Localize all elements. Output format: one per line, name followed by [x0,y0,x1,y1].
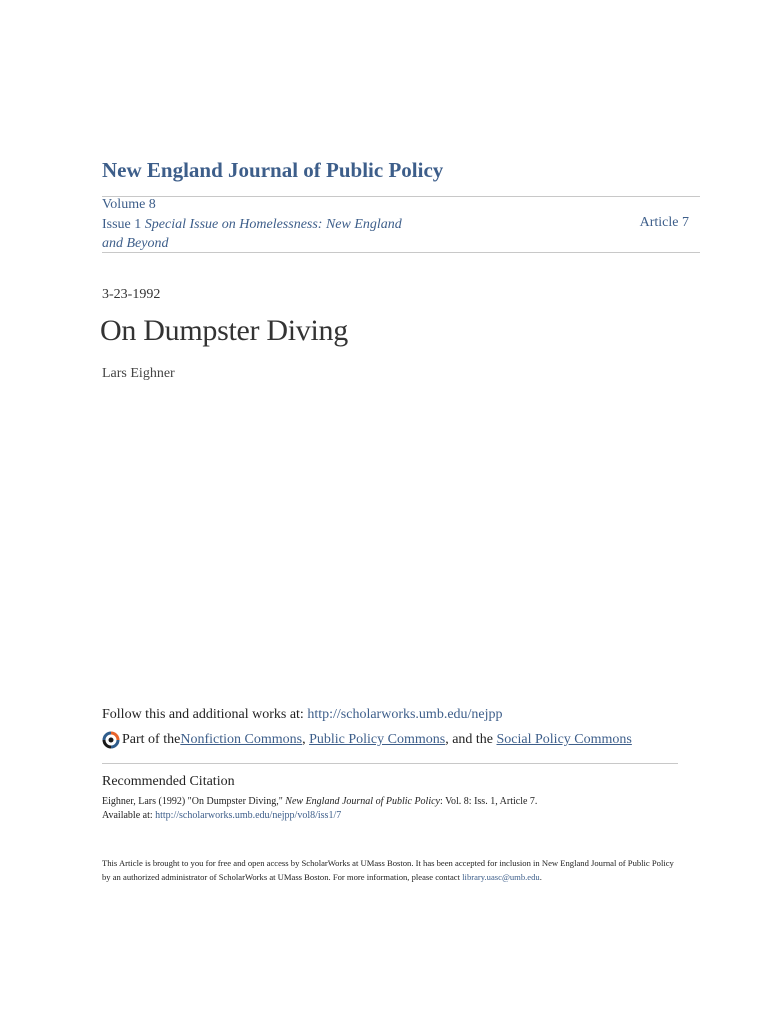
citation-text [102,796,537,807]
contact-email-link[interactable]: library.uasc@umb.edu [462,872,540,882]
follow-prefix: Follow this and additional works at: [102,707,308,722]
recommended-citation-heading: Recommended Citation [102,774,235,789]
issue-number: Issue 1 [102,217,142,232]
follow-line [102,707,503,723]
part-of-prefix: Part of the [122,732,181,747]
part-of-sep1: , [302,732,310,747]
available-prefix: Available at: [102,810,156,821]
available-url-link[interactable]: http://scholarworks.umb.edu/nejpp/vol8/iss1/7 [155,810,342,821]
article-number: Article 7 [639,215,689,230]
access-notice-text: This Article is brought to you for free and open access by ScholarWorks at UMass Boston. It has been accepted for inclusion in New England Journal of Public Policy by an authorized administrator of ScholarWorks at UMass Boston. For more information, please contact [102,858,674,882]
social-policy-commons-link[interactable]: Social Policy Commons [496,732,632,747]
public-policy-commons-link[interactable]: Public Policy Commons [309,732,446,747]
paper-title: On Dumpster Diving [100,314,348,347]
citation-divider [102,763,678,764]
journal-title-link[interactable]: New England Journal of Public Policy [102,158,444,182]
publication-date: 3-23-1992 [102,287,161,302]
citation-start: Eighner, Lars (1992) "On Dumpster Diving," [102,796,286,807]
header-divider-bottom [102,252,700,253]
part-of-line [102,731,632,749]
volume-link[interactable]: Volume 8 [102,197,156,212]
network-icon [102,731,120,749]
follow-url-link[interactable]: http://scholarworks.umb.edu/nejpp [307,707,503,722]
issue-name: Special Issue on Homelessness: New England and Beyond [102,217,402,251]
access-notice [102,856,682,884]
issue-link[interactable] [102,215,402,253]
access-notice-end: . [539,872,542,882]
available-at-line [102,810,341,821]
author-name: Lars Eighner [102,366,175,381]
nonfiction-commons-link[interactable]: Nonfiction Commons [180,732,303,747]
citation-journal: New England Journal of Public Policy [285,796,440,807]
header-divider-top [102,196,700,197]
part-of-sep2: , and the [445,732,497,747]
citation-end: : Vol. 8: Iss. 1, Article 7. [440,796,538,807]
